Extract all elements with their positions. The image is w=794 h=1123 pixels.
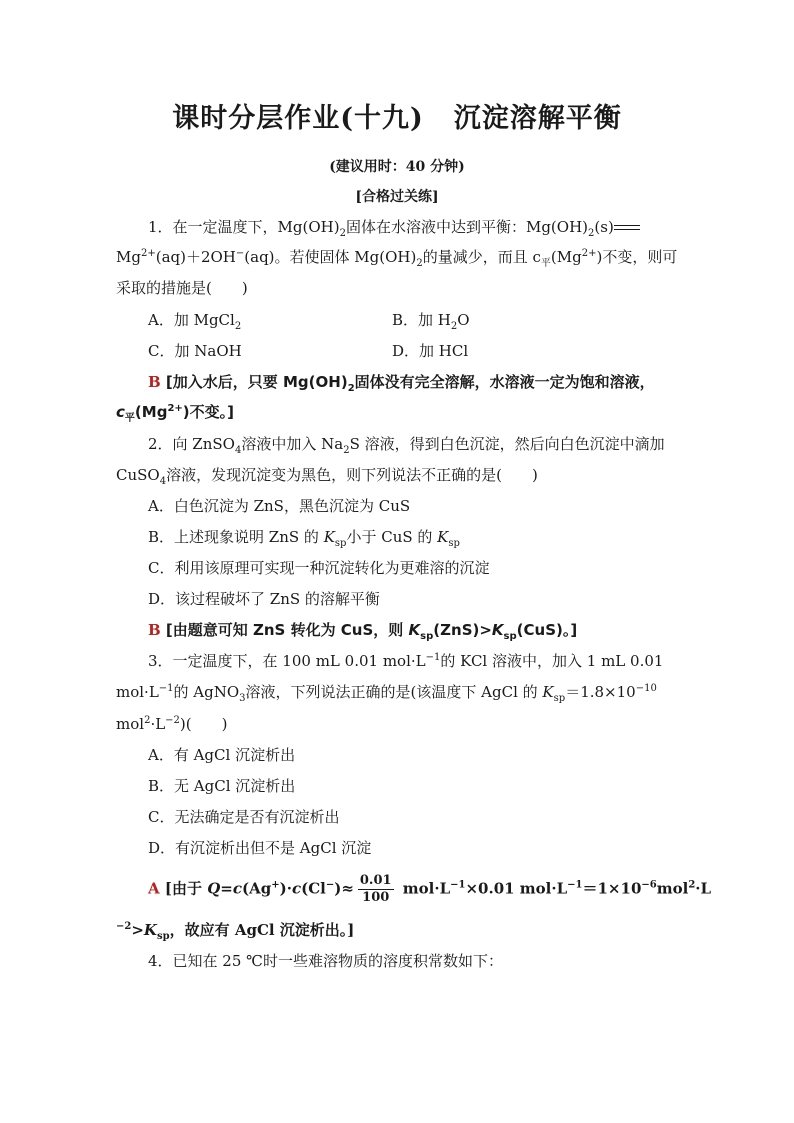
- q2-option-d: D．该过程破坏了 ZnS 的溶解平衡: [148, 590, 380, 608]
- q1-option-b: B．加 $H_2O$: [392, 311, 470, 332]
- q1-option-d: D．加 HCl: [392, 342, 469, 360]
- title-main: 课时分层作业(十九): [172, 103, 424, 134]
- q3-option-a: A．有 AgCl 沉淀析出: [148, 746, 296, 764]
- q3-stem-line3: $mol^2\cdot L^{-2}$)( ): [116, 715, 228, 733]
- q1-stem-line1: 1．在一定温度下，$Mg(OH)_2$固体在水溶液中达到平衡：$Mg(OH)_2(s)$: [148, 217, 640, 237]
- q2-stem-line1: 2．向 ZnSO$_4$溶液中加入 $Na_2S$ 溶液，得到白色沉淀，然后向白色沉淀中滴加: [148, 435, 665, 456]
- q3-option-c: C．无法确定是否有沉淀析出: [148, 808, 340, 826]
- q3-answer-line1: A [由于 Q=c(Ag+)·c(Cl−)≈ $\frac{0.01}{100}$ $mol\cdot L^{-1}\times 0.01$ $mol\cdot L^{-1}=1\times 10^{-6}mol^2\cdot L$: [148, 873, 712, 905]
- page-title: [0, 96, 794, 135]
- q3-stem-line2: $mol\cdot L^{-1}$的 AgNO$_3$溶液，下列说法正确的是(该温度下 AgCl 的 $K_{sp}=1.8\times 10^{-10}$: [116, 683, 657, 704]
- q1-answer-letter: B: [148, 373, 161, 391]
- section-heading: [合格过关练]: [355, 189, 439, 205]
- q3-fraction: $\frac{0.01}{100}$: [359, 873, 392, 905]
- q1-option-c: C．加 NaOH: [148, 342, 242, 360]
- equilibrium-arrow-icon: [614, 223, 640, 233]
- q3-stem-line1: 3．一定温度下，在 100 mL 0.01 $mol\cdot L^{-1}$的 KCl 溶液中，加入 1 mL 0.01: [148, 652, 664, 670]
- q2-answer: B [由题意可知 ZnS 转化为 CuS，则 $K_{sp}(ZnS)>K_{sp}(CuS)$。]: [148, 621, 578, 642]
- q1-answer-line1: B [加入水后，只要 $Mg(OH)_2$固体没有完全溶解，水溶液一定为饱和溶液，: [148, 373, 655, 394]
- q1-stem-line2: $Mg^{2+}(aq)+2OH^-(aq)$。若使固体 $Mg(OH)_2$的量减少，而且 $c_平(Mg^{2+})$不变，则可: [116, 248, 678, 269]
- title-topic: 沉淀溶解平衡: [453, 103, 622, 134]
- suggested-time: (建议用时：40 分钟): [329, 159, 465, 175]
- q3-option-d: D．有沉淀析出但不是 AgCl 沉淀: [148, 839, 372, 857]
- q2-stem-line2: CuSO$_4$溶液，发现沉淀变为黑色，则下列说法不正确的是( ): [116, 466, 538, 487]
- q2-option-b: B．上述现象说明 ZnS 的 $K_{sp}$小于 CuS 的 $K_{sp}$: [148, 528, 460, 549]
- q1-answer-line2: $c_平(Mg^{2+})$不变。]: [116, 403, 234, 424]
- q1-option-a: A．加 MgCl$_2$: [148, 311, 242, 332]
- q3-answer-line2: $^{-2}>K_{sp}$，故应有 AgCl 沉淀析出。]: [116, 921, 355, 942]
- q3-option-b: B．无 AgCl 沉淀析出: [148, 777, 296, 795]
- q3-answer-letter: A: [148, 879, 160, 898]
- q2-option-c: C．利用该原理可实现一种沉淀转化为更难溶的沉淀: [148, 559, 490, 577]
- q1-stem-line3: 采取的措施是( ): [116, 279, 248, 297]
- q2-answer-letter: B: [148, 621, 161, 639]
- q4-stem-line1: 4．已知在 25 ℃时一些难溶物质的溶度积常数如下：: [148, 952, 503, 970]
- q2-option-a: A．白色沉淀为 ZnS，黑色沉淀为 CuS: [148, 497, 411, 515]
